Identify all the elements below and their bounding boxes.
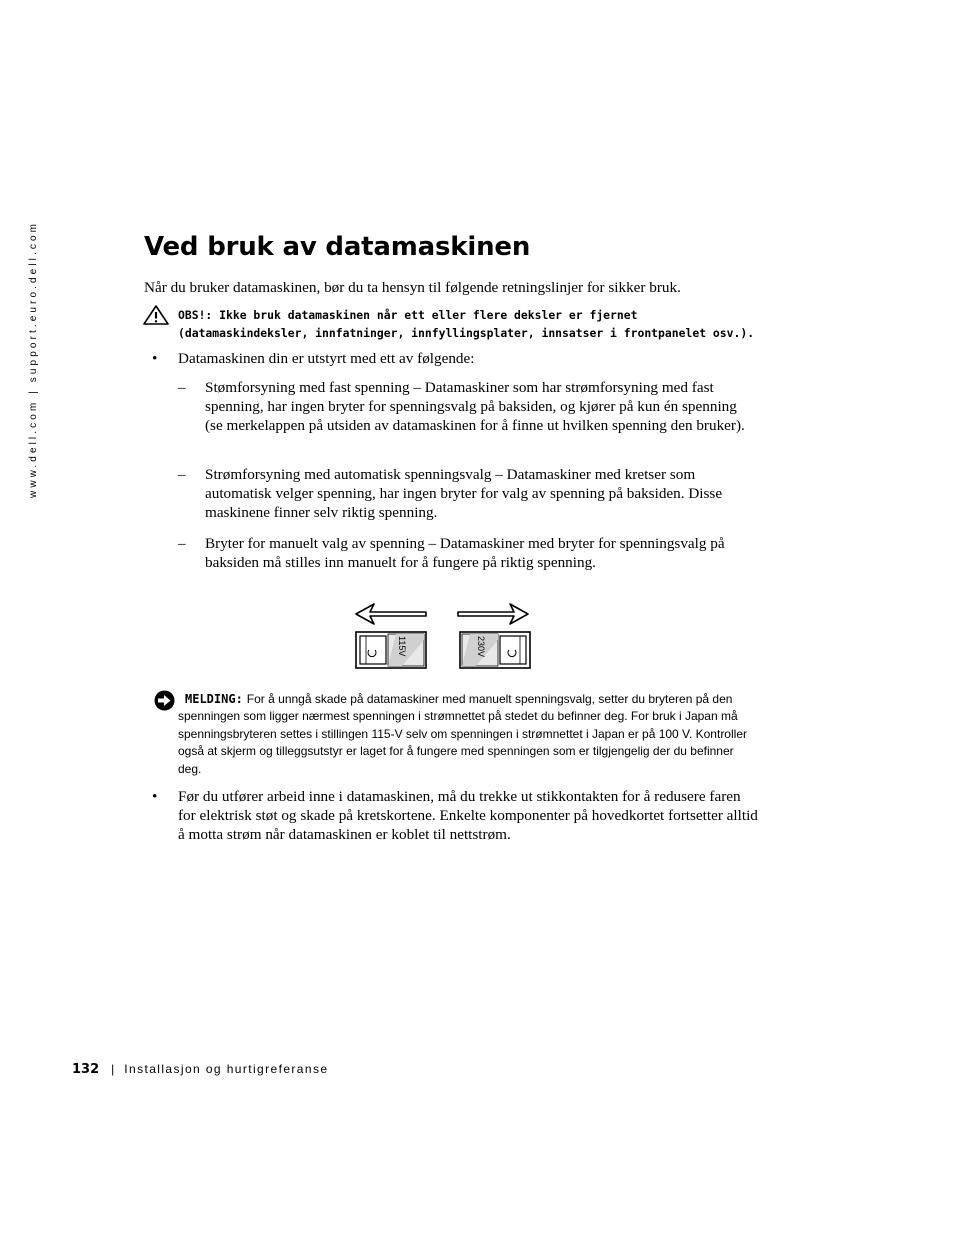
caution-line-2: (datamaskindeksler, innfatninger, innfyllingsplater, innsatser i frontpanelet osv.). (178, 326, 755, 340)
bullet-text: Før du utfører arbeid inne i datamaskinen, må du trekke ut stikkontakten for å redusere faren for elektrisk støt og skade på kretskortene. Enkelte komponenter på hovedkortet fortsetter alltid å motta strøm når datamaskinen er koblet til nettstrøm. (178, 788, 758, 843)
page-number: 132 (72, 1062, 100, 1077)
voltage-switch-figure (352, 602, 534, 670)
switch-115v (356, 632, 426, 668)
bullet-marker: • (152, 350, 158, 367)
bullet-marker: • (152, 788, 158, 805)
subitem-text: Bryter for manuelt valg av spenning – Datamaskiner med bryter for spenningsvalg på baksiden må stilles inn manuelt for å fungere på riktig spenning. (205, 535, 725, 571)
subitem-text: Stømforsyning med fast spenning – Datamaskiner som har strømforsyning med fast spenning, har ingen bryter for spenningsvalg på baksiden, og kjører på kun én spenning (se merkelappen på utsiden av datamaskinen for å finne ut hvilken spenning den bruker). (205, 379, 745, 434)
caution-text (178, 306, 768, 342)
dash-marker: – (178, 535, 186, 552)
arrow-left-icon (356, 604, 426, 624)
arrow-right-icon (458, 604, 528, 624)
dash-marker: – (178, 466, 186, 483)
bullet-text: Datamaskinen din er utstyrt med ett av følgende: (178, 350, 475, 367)
intro-text: Når du bruker datamaskinen, bør du ta hensyn til følgende retningslinjer for sikker bruk. (144, 279, 681, 296)
footer-separator: | (111, 1062, 115, 1076)
page-title: Ved bruk av datamaskinen (144, 232, 531, 262)
note-body: For å unngå skade på datamaskiner med manuelt spenningsvalg, setter du bryteren på den spenningen som ligger nærmest spenningen i strømnettet på stedet du befinner deg. For bruk i Japan må spenningsbryteren settes i stillingen 115-V selv om spenningen i strømnettet i Japan er på 100 V. Kontroller også at skjerm og tilleggsutstyr er laget for å fungere med spenningen som er tilgjengelig der du befinner deg. (178, 692, 747, 776)
note-label: MELDING: (185, 692, 243, 706)
switch-230v (460, 632, 530, 668)
note-text (178, 691, 758, 778)
page-footer (72, 1062, 328, 1077)
dash-marker: – (178, 379, 186, 396)
caution-line-1: OBS!: Ikke bruk datamaskinen når ett eller flere deksler er fjernet (178, 308, 638, 322)
subitem-text: Strømforsyning med automatisk spenningsvalg – Datamaskiner med kretser som automatisk velger spenning, har ingen bryter for valg av spenning på baksiden. Disse maskinene finner selv riktig spenning. (205, 466, 723, 521)
warning-triangle-icon (142, 304, 170, 326)
switch-label-115v: 115V (397, 636, 407, 657)
sidebar-url: www.dell.com | support.euro.dell.com (28, 220, 39, 498)
switch-label-230v: 230V (476, 636, 486, 658)
arrow-circle-icon (154, 690, 175, 711)
footer-title: Installasjon og hurtigreferanse (124, 1062, 329, 1076)
